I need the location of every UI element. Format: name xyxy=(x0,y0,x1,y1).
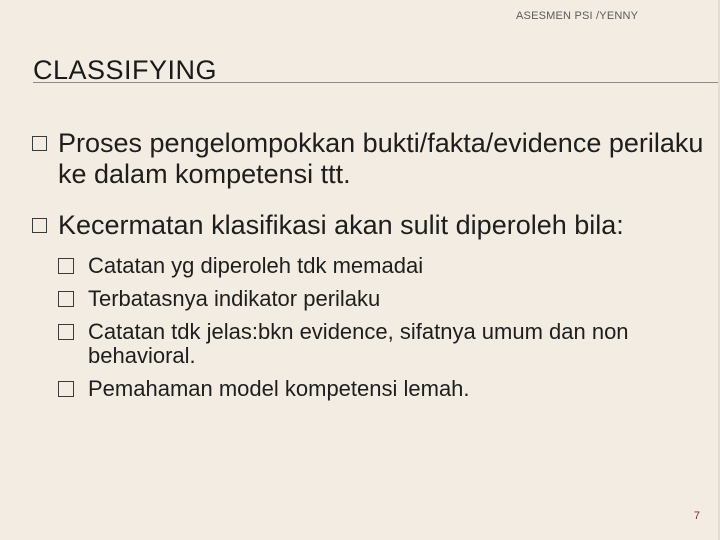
sub-bullet-box-icon xyxy=(58,258,74,274)
sub-bullet-text: Pemahaman model kompetensi lemah. xyxy=(88,376,470,401)
bullet-box-icon xyxy=(32,218,47,233)
bullet-item-2 xyxy=(32,210,707,401)
sub-bullet-text: Catatan tdk jelas:bkn evidence, sifatnya umum dan non behavioral. xyxy=(88,319,629,368)
page-number: 7 xyxy=(693,510,700,522)
title-divider xyxy=(33,82,720,83)
sub-bullet-box-icon xyxy=(58,324,74,340)
sub-bullet-text: Terbatasnya indikator perilaku xyxy=(88,286,381,311)
sub-bullet-item xyxy=(58,254,707,278)
sub-bullet-item xyxy=(58,377,707,401)
sub-bullet-item xyxy=(58,320,707,368)
slide-content xyxy=(32,128,707,410)
sub-bullet-text: Catatan yg diperoleh tdk memadai xyxy=(88,253,424,278)
sub-bullet-box-icon xyxy=(58,291,74,307)
bullet-text: Proses pengelompokkan bukti/fakta/evidence perilaku ke dalam kompetensi ttt. xyxy=(58,128,704,189)
bullet-box-icon xyxy=(32,136,47,151)
sub-bullet-item xyxy=(58,287,707,311)
sub-bullet-list xyxy=(58,254,707,401)
bullet-item-1 xyxy=(32,128,707,190)
sub-bullet-box-icon xyxy=(58,381,74,397)
slide-title: CLASSIFYING xyxy=(33,55,218,85)
header-note: ASESMEN PSI /YENNY xyxy=(516,10,639,22)
bullet-text: Kecermatan klasifikasi akan sulit diperoleh bila: xyxy=(58,210,624,240)
